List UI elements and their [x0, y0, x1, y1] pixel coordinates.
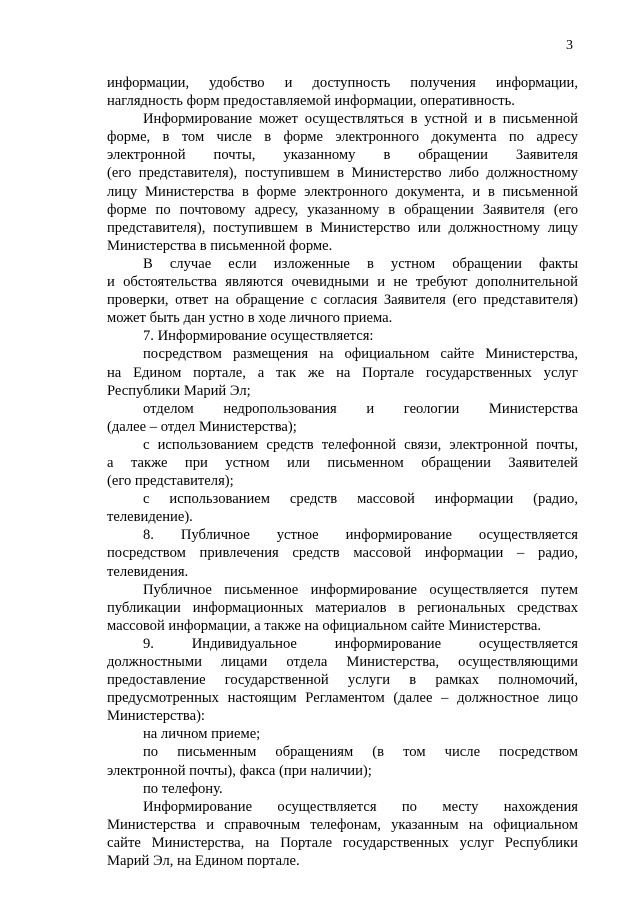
paragraph-line: проверки, ответ на обращение с согласия Заявителя (его представителя) — [107, 292, 578, 309]
paragraph-line: по письменным обращениям (в том числе посредством — [143, 744, 578, 761]
paragraph-line: Министерства): — [107, 708, 205, 725]
document-body — [107, 74, 578, 870]
paragraph-line: 7. Информирование осуществляется: — [143, 328, 374, 345]
paragraph — [107, 635, 578, 725]
paragraph-line: телевидения. — [107, 563, 189, 580]
paragraph-line: информации, удобство и доступность получения информации, — [107, 75, 578, 91]
paragraph-line: наглядность форм предоставляемой информации, оперативность. — [107, 93, 515, 110]
paragraph-line: сайте Министерства, на Портале государственных услуг Республики — [107, 834, 578, 851]
paragraph — [107, 780, 578, 798]
paragraph-line: предоставление государственной услуги в рамках полномочий, — [107, 672, 578, 689]
paragraph-line: электронной почты, указанному в обращении Заявителя — [107, 147, 578, 164]
paragraph-line: Марий Эл, на Едином портале. — [107, 853, 300, 870]
paragraph-line: отделом недропользования и геологии Министерства — [143, 400, 578, 417]
paragraph-line: должностными лицами отдела Министерства, осуществляющими — [107, 654, 578, 670]
paragraph-line: 9. Индивидуальное информирование осуществляется — [143, 635, 578, 652]
paragraph-line: Информирование может осуществляться в устной и в письменной — [143, 111, 578, 128]
paragraph-line: форме, в том числе в форме электронного документа по адресу — [107, 129, 578, 146]
paragraph — [107, 255, 578, 327]
paragraph — [107, 400, 578, 436]
paragraph — [107, 345, 578, 399]
paragraph-line: В случае если изложенные в устном обращении факты — [143, 255, 578, 272]
paragraph-line: Министерства и справочным телефонам, указанным на официальном — [107, 816, 578, 833]
paragraph — [107, 74, 578, 110]
paragraph-line: на Едином портале, а так же на Портале государственных услуг — [107, 364, 578, 381]
paragraph-line: (далее – отдел Министерства); — [107, 418, 297, 435]
paragraph-line: массовой информации, а также на официальном сайте Министерства. — [107, 617, 541, 634]
paragraph — [107, 743, 578, 779]
paragraph-line: форме по почтовому адресу, указанному в обращении Заявителя (его — [107, 201, 578, 218]
paragraph — [107, 798, 578, 870]
paragraph-line: Республики Марий Эл; — [107, 382, 251, 399]
paragraph — [107, 110, 578, 255]
paragraph-line: с использованием средств телефонной связи, электронной почты, — [143, 436, 578, 453]
paragraph-line: на личном приеме; — [143, 726, 261, 743]
page-number: 3 — [566, 38, 573, 53]
paragraph — [107, 725, 578, 743]
paragraph-line: предусмотренных настоящим Регламентом (далее – должностное лицо — [107, 690, 578, 707]
paragraph-line: публикации информационных материалов в региональных средствах — [107, 599, 578, 616]
paragraph-line: лицу Министерства в форме электронного документа, и в письменной — [107, 183, 578, 200]
paragraph-line: телевидение). — [107, 509, 193, 526]
paragraph-line: посредством размещения на официальном сайте Министерства, — [143, 346, 578, 363]
paragraph-line: представителя), поступившем в Министерство или должностному лицу — [107, 219, 578, 236]
paragraph-line: с использованием средств массовой информации (радио, — [143, 491, 578, 508]
paragraph-line: Информирование осуществляется по месту нахождения — [143, 798, 578, 815]
paragraph — [107, 490, 578, 526]
paragraph — [107, 581, 578, 635]
paragraph-line: посредством привлечения средств массовой информации – радио, — [107, 545, 578, 562]
paragraph-line: Публичное письменное информирование осуществляется путем — [143, 581, 578, 598]
paragraph-line: по телефону. — [143, 780, 223, 797]
paragraph-line: и обстоятельства являются очевидными и не требуют дополнительной — [107, 274, 578, 291]
paragraph-line: Министерства в письменной форме. — [107, 237, 333, 254]
paragraph — [107, 526, 578, 580]
paragraph-line: может быть дан устно в ходе личного приема. — [107, 310, 393, 327]
paragraph-line: (его представителя), поступившем в Министерство либо должностному — [107, 165, 578, 182]
paragraph — [107, 436, 578, 490]
paragraph-line: электронной почты), факса (при наличии); — [107, 762, 372, 779]
paragraph-line: 8. Публичное устное информирование осуществляется — [143, 527, 578, 544]
paragraph — [107, 327, 578, 345]
paragraph-line: а также при устном или письменном обращении Заявителей — [107, 454, 578, 471]
paragraph-line: (его представителя); — [107, 473, 234, 490]
